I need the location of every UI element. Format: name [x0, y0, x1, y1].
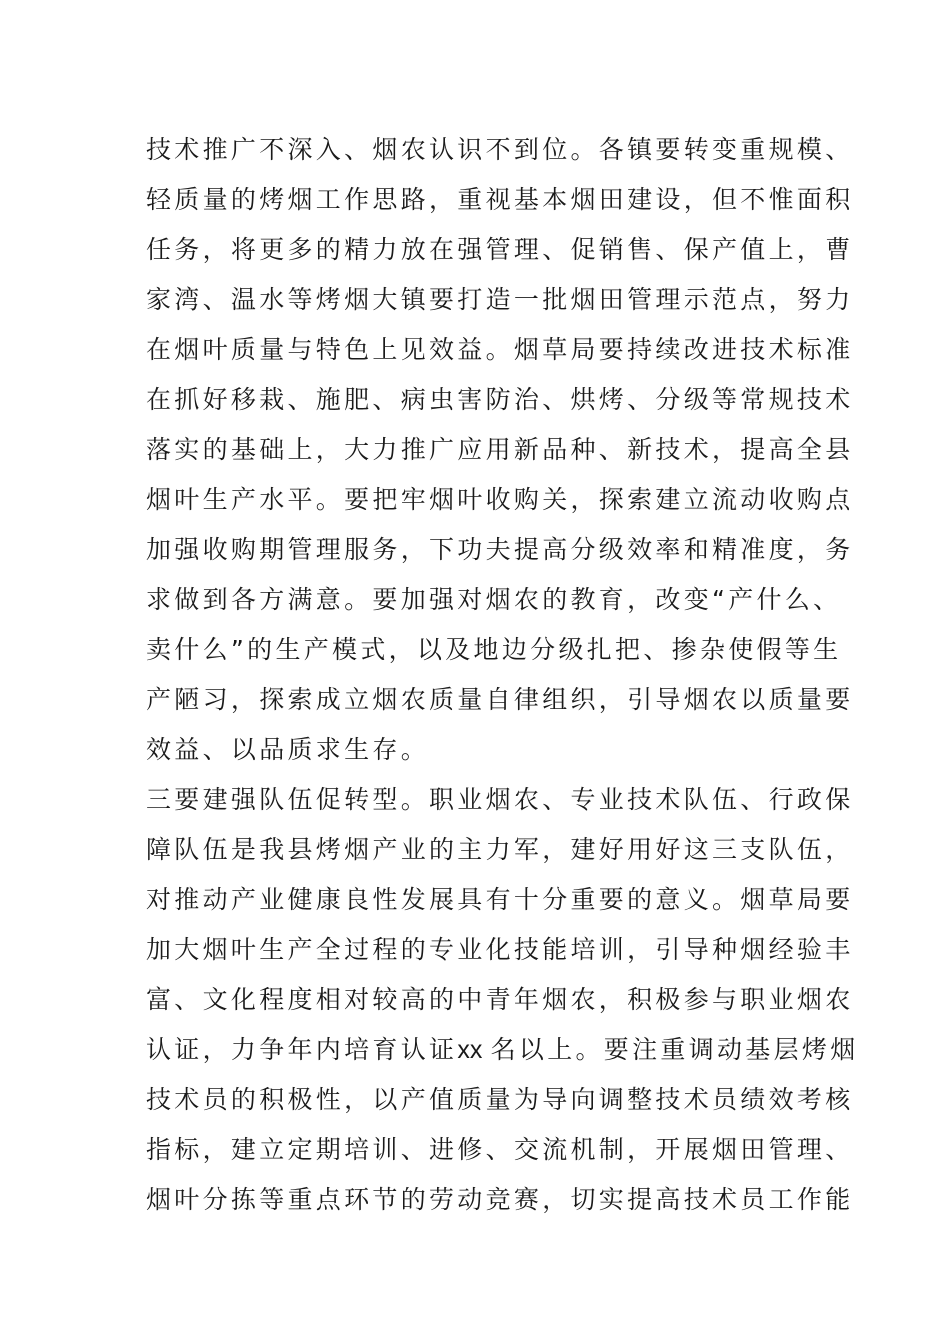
text-line: 效益、以品质求生存。 — [146, 735, 430, 764]
text-line: 技术推广不深入、烟农认识不到位。各镇要转变重规模、 — [146, 135, 854, 164]
text-segment: 认证，力争年内培育认证 — [146, 1035, 458, 1064]
placeholder-count: xx — [457, 1036, 483, 1064]
text-line: 富、文化程度相对较高的中青年烟农，积极参与职业烟农 — [146, 985, 854, 1014]
text-line — [146, 1025, 859, 1075]
text-line: 家湾、温水等烤烟大镇要打造一批烟田管理示范点，努力 — [146, 285, 854, 314]
text-line: 技术员的积极性，以产值质量为导向调整技术员绩效考核 — [146, 1085, 854, 1114]
text-line: 落实的基础上，大力推广应用新品种、新技术，提高全县 — [146, 435, 854, 464]
text-line: 产陋习，探索成立烟农质量自律组织，引导烟农以质量要 — [146, 685, 854, 714]
text-line: 烟叶分拣等重点环节的劳动竞赛，切实提高技术员工作能 — [146, 1185, 854, 1214]
text-line: 障队伍是我县烤烟产业的主力军，建好用好这三支队伍， — [146, 835, 854, 864]
text-line: 加大烟叶生产全过程的专业化技能培训，引导种烟经验丰 — [146, 935, 854, 964]
paragraph-heading-line: 三要建强队伍促转型。职业烟农、专业技术队伍、行政保 — [146, 785, 854, 814]
text-segment: 名以上。要注重调动基层烤烟 — [490, 1035, 859, 1064]
text-line: 在烟叶质量与特色上见效益。烟草局要持续改进技术标准 — [146, 335, 854, 364]
document-body — [146, 125, 859, 1225]
text-line: 卖什么”的生产模式，以及地边分级扎把、掺杂使假等生 — [146, 635, 842, 664]
text-line: 烟叶生产水平。要把牢烟叶收购关，探索建立流动收购点 — [146, 485, 854, 514]
text-line: 指标，建立定期培训、进修、交流机制，开展烟田管理、 — [146, 1135, 854, 1164]
text-line: 对推动产业健康良性发展具有十分重要的意义。烟草局要 — [146, 885, 854, 914]
text-line: 任务，将更多的精力放在强管理、促销售、保产值上，曹 — [146, 235, 854, 264]
text-line: 求做到各方满意。要加强对烟农的教育，改变“产什么、 — [146, 585, 842, 614]
text-line: 轻质量的烤烟工作思路，重视基本烟田建设，但不惟面积 — [146, 185, 854, 214]
text-line: 在抓好移栽、施肥、病虫害防治、烘烤、分级等常规技术 — [146, 385, 854, 414]
text-line: 加强收购期管理服务，下功夫提高分级效率和精准度，务 — [146, 535, 854, 564]
